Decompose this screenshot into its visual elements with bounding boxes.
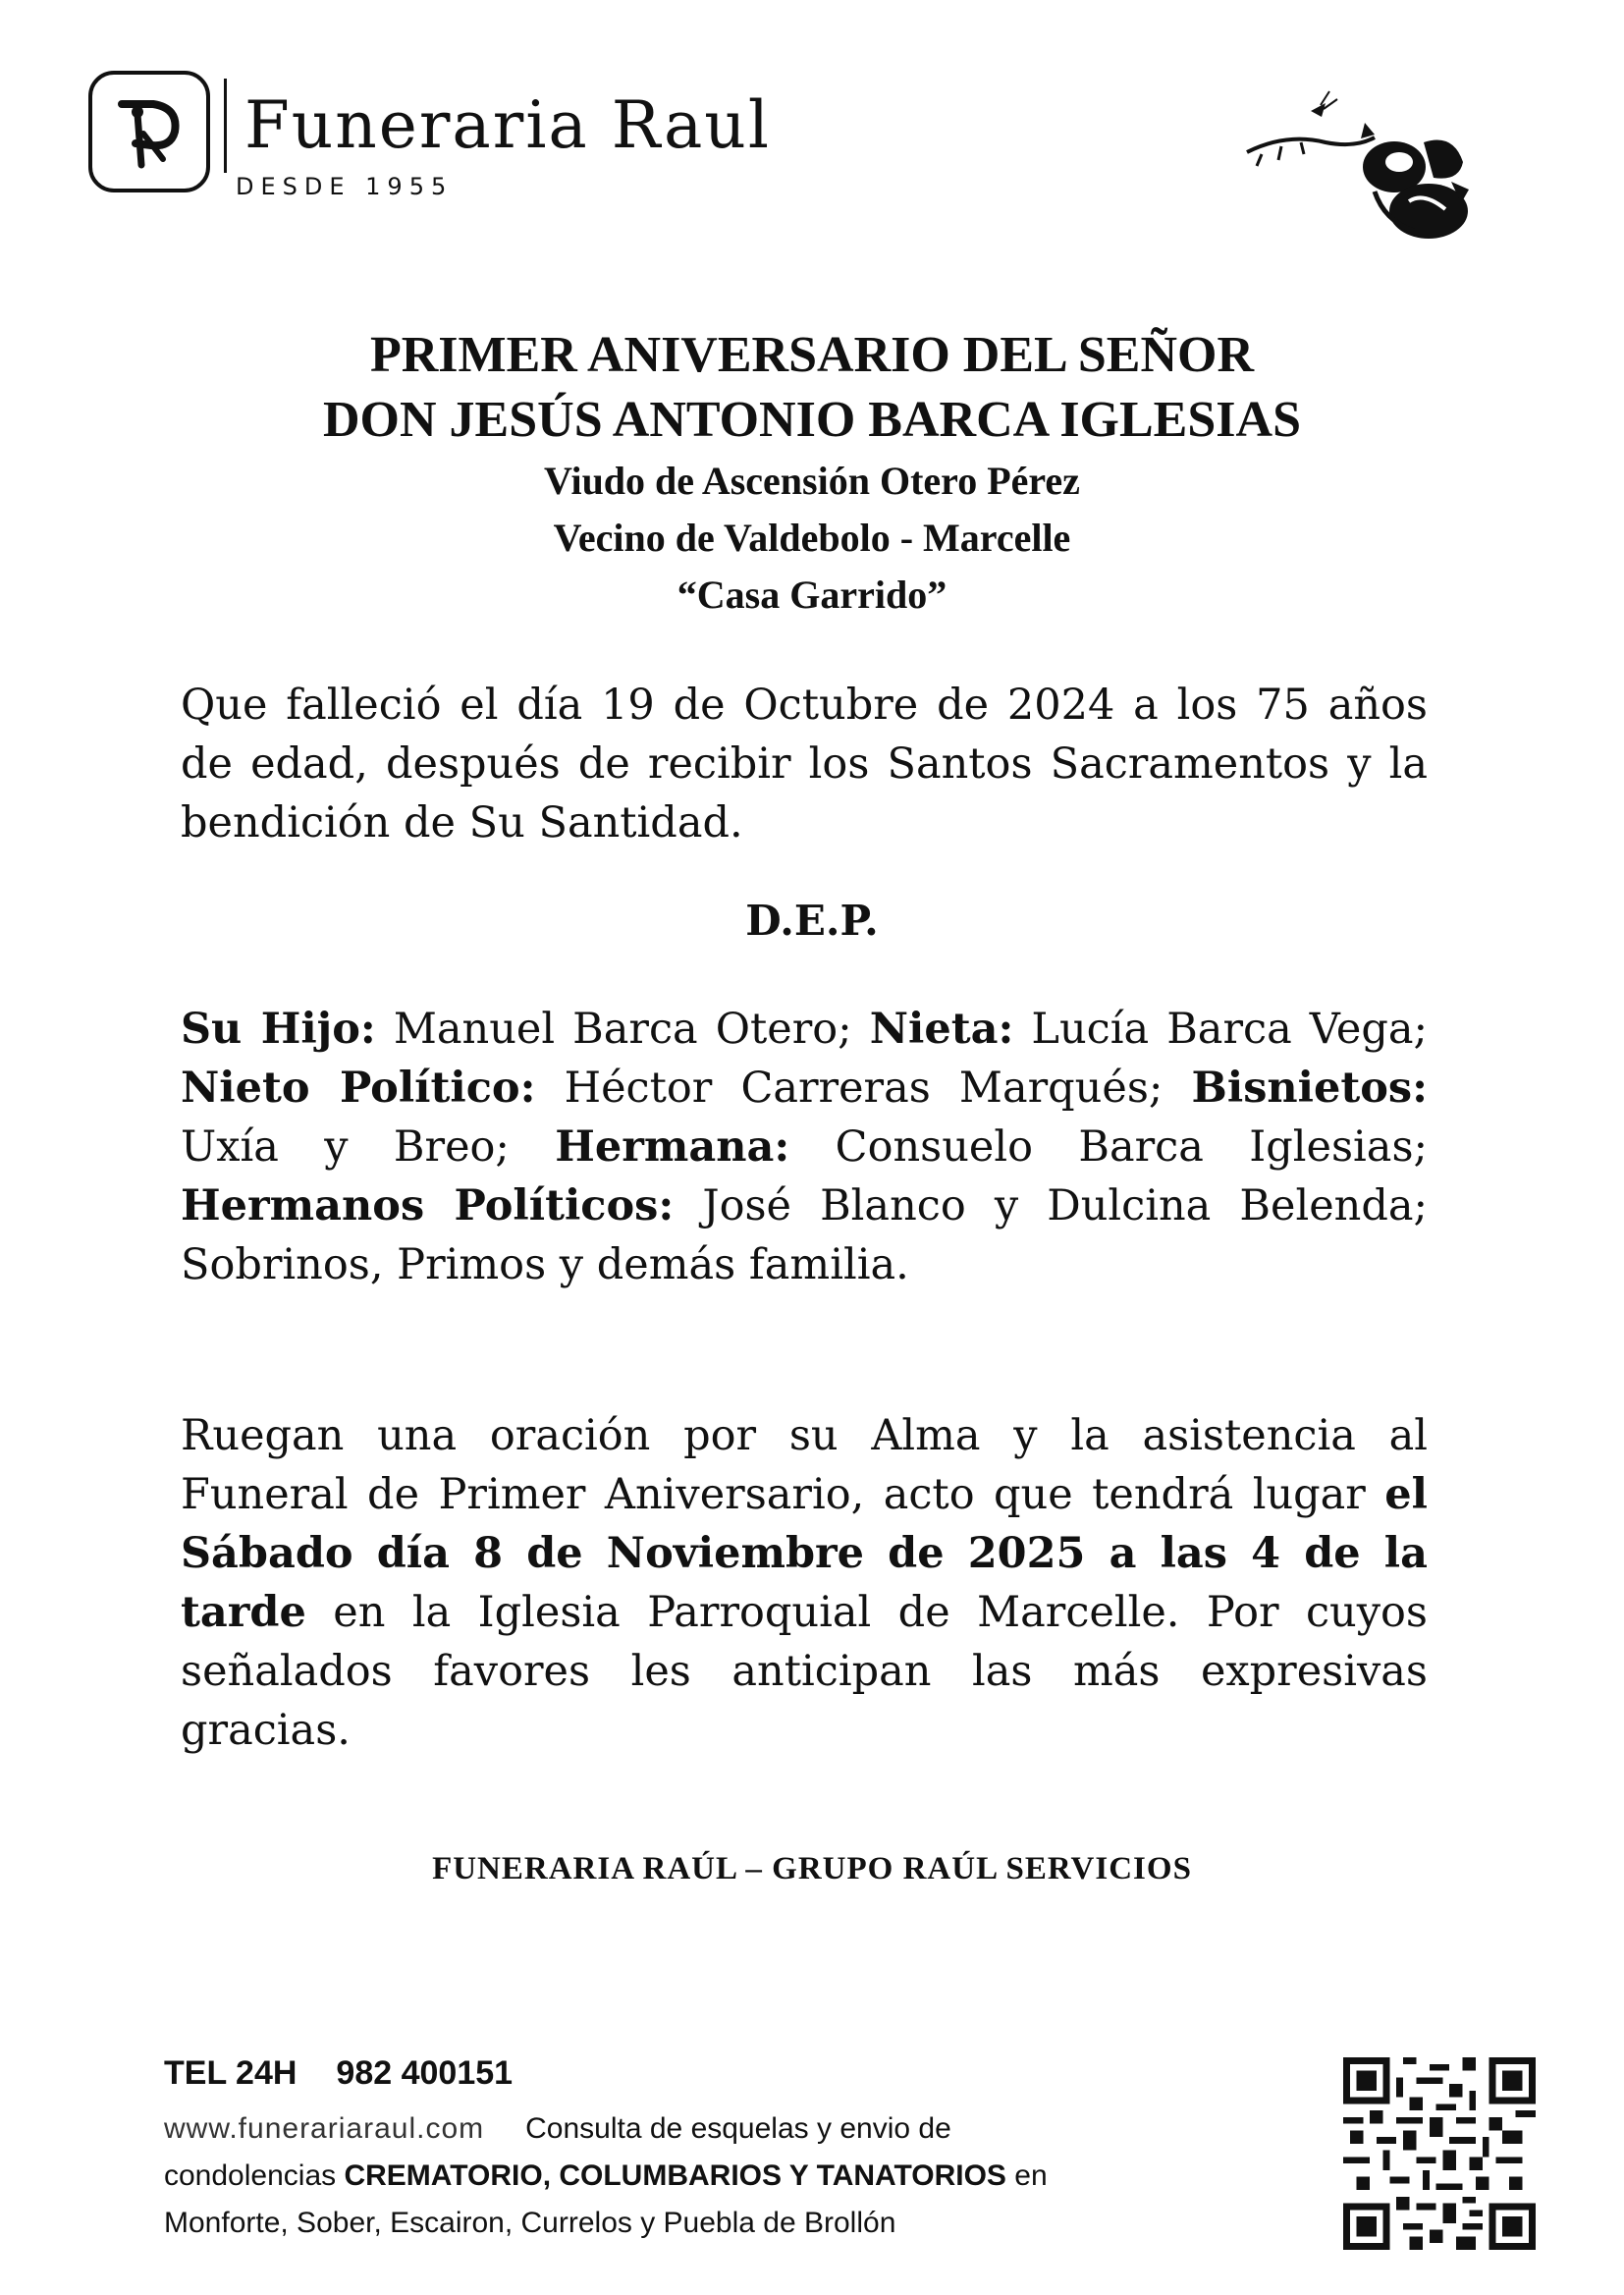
logo-since: DESDE 1955 [236,173,454,200]
tel-number[interactable]: 982 400151 [336,2054,514,2092]
son-name: Manuel Barca Otero; [375,1005,870,1054]
subtitle-widower: Viudo de Ascensión Otero Pérez [544,459,1080,503]
contact-text-2c: en [1005,2159,1048,2192]
dep-text: D.E.P. [745,897,879,945]
contact-locations: Monforte, Sober, Escairon, Currelos y Puebla de Brollón [164,2207,896,2239]
service-datetime: el Sábado día 8 de Noviembre de 2025 a las 4 de la tarde [181,1470,1428,1637]
brand-logo [88,71,771,208]
granddaughter-name: Lucía Barca Vega; [1013,1005,1428,1054]
contact-services: CREMATORIO, COLUMBARIOS Y TANATORIOS [344,2159,1006,2192]
great-grandchildren-names: Uxía y Breo; [181,1122,556,1172]
phone-line [164,2054,1048,2093]
siblings-in-law-names: José Blanco y Dulcina Belenda; Sobrinos, Primos y demás familia. [181,1181,1428,1289]
sister-label: Hermana: [555,1122,790,1172]
footer-brand: FUNERARIA RAÚL – GRUPO RAÚL SERVICIOS [432,1851,1192,1886]
title-line-2: DON JESÚS ANTONIO BARCA IGLESIAS [323,392,1301,448]
sister-name: Consuelo Barca Iglesias; [789,1122,1428,1172]
grandson-in-law-label: Nieto Político: [181,1064,536,1113]
contact-block [164,2054,1048,2240]
contact-text-2a: condolencias [164,2159,345,2192]
logo-monogram-icon [88,71,210,192]
service-intro: Ruegan una oración por su Alma y la asistencia al Funeral de Primer Aniversario, acto que tendrá lugar [181,1411,1428,1519]
great-grandchildren-label: Bisnietos: [1191,1064,1428,1113]
floral-ornament-icon [1227,83,1483,246]
son-label: Su Hijo: [181,1005,376,1054]
title-line-1: PRIMER ANIVERSARIO DEL SEÑOR [369,327,1255,383]
website-link[interactable]: www.funerariaraul.com [164,2112,485,2145]
family-list [181,1000,1428,1294]
contact-text-1: Consulta de esquelas y envio de [525,2112,951,2145]
granddaughter-label: Nieta: [869,1005,1014,1054]
service-notice [181,1406,1428,1760]
service-outro: en la Iglesia Parroquial de Marcelle. Por cuyos señalados favores les anticipan las más expresivas gracias. [181,1588,1428,1755]
logo-name: Funeraria Raul [224,79,771,173]
death-notice: Que falleció el día 19 de Octubre de 2024 a los 75 años de edad, después de recibir los Santos Sacramentos y la bendición de Su Santidad. [181,681,1428,847]
grandson-in-law-name: Héctor Carreras Marqués; [535,1064,1192,1113]
tel-label: TEL 24H [164,2054,298,2092]
subtitle-house: “Casa Garrido” [677,573,947,617]
qr-code-icon[interactable] [1343,2057,1536,2250]
subtitle-resident: Vecino de Valdebolo - Marcelle [553,516,1071,560]
siblings-in-law-label: Hermanos Políticos: [181,1181,675,1230]
